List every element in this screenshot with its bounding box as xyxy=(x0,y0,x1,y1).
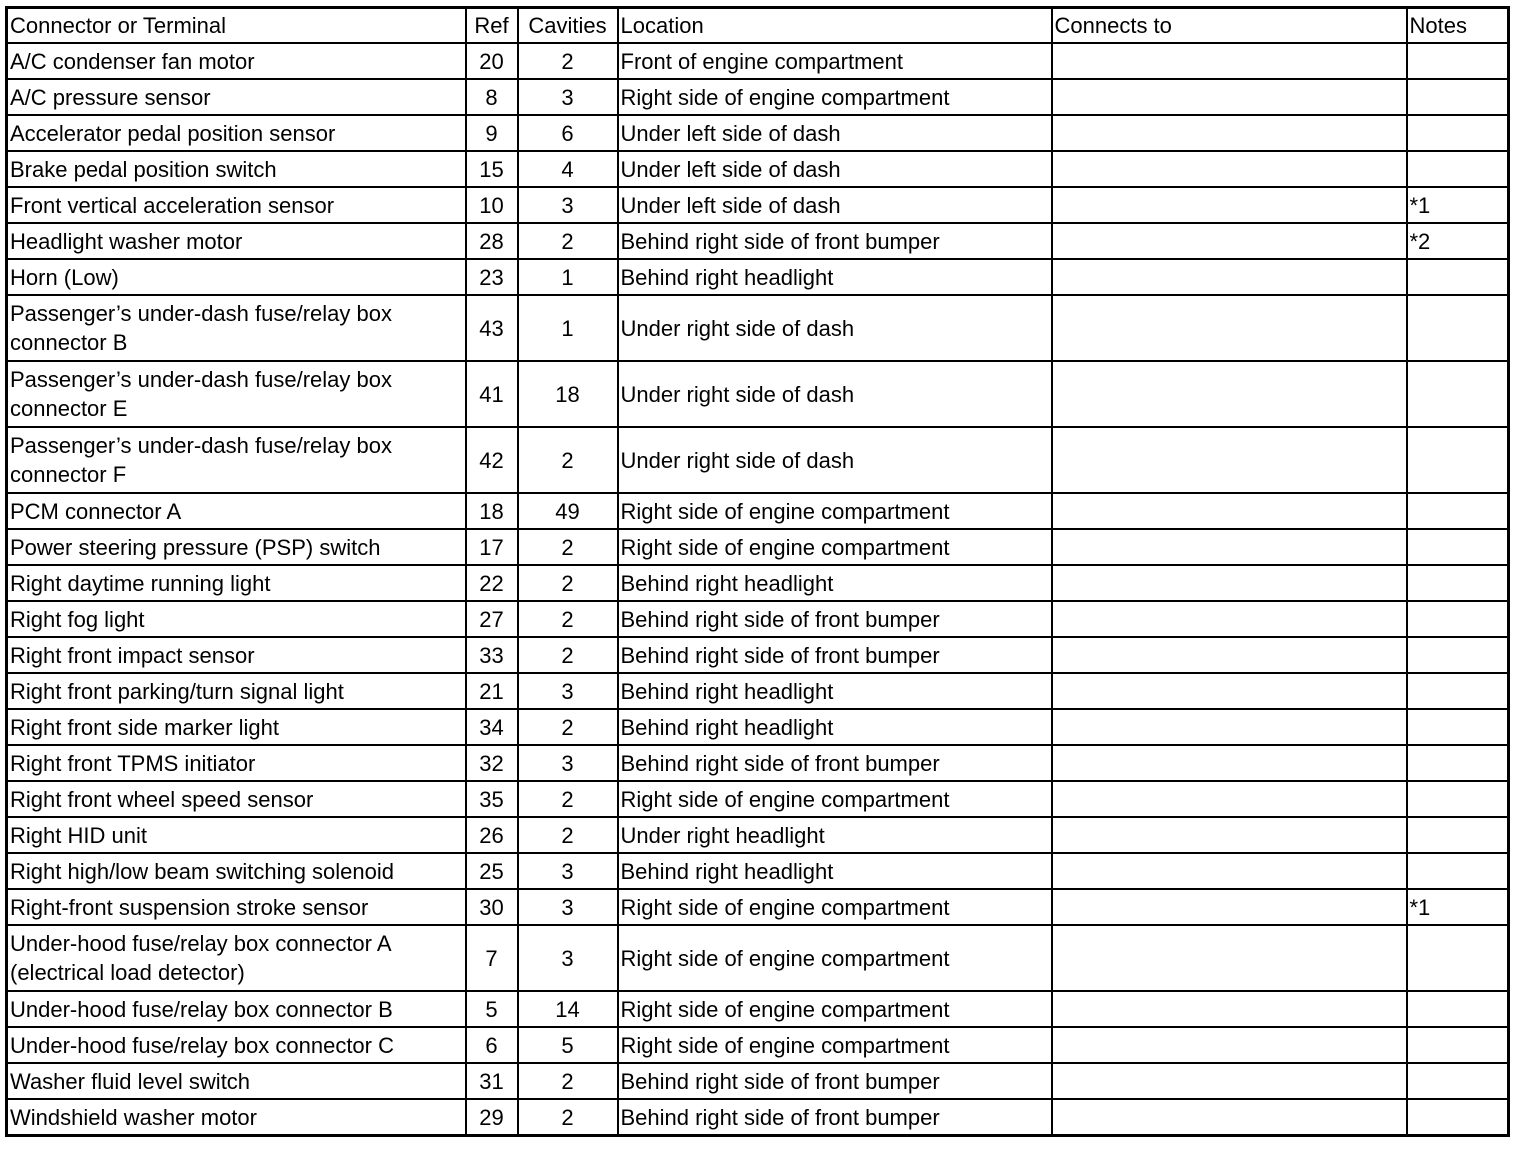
cell-location: Right side of engine compartment xyxy=(618,781,1052,817)
table-row xyxy=(7,79,1509,115)
table-row xyxy=(7,925,1509,991)
cell-connector: A/C condenser fan motor xyxy=(7,43,466,79)
cell-notes xyxy=(1407,745,1509,781)
cell-connects-to xyxy=(1052,1027,1407,1063)
cell-notes xyxy=(1407,781,1509,817)
cell-connector: Headlight washer motor xyxy=(7,223,466,259)
cell-ref: 27 xyxy=(466,601,518,637)
table-row xyxy=(7,1063,1509,1099)
cell-notes xyxy=(1407,259,1509,295)
cell-notes: *1 xyxy=(1407,889,1509,925)
cell-notes xyxy=(1407,601,1509,637)
cell-connects-to xyxy=(1052,1063,1407,1099)
cell-cavities: 2 xyxy=(518,43,618,79)
cell-connector: Right daytime running light xyxy=(7,565,466,601)
cell-location: Right side of engine compartment xyxy=(618,991,1052,1027)
cell-connector: Under-hood fuse/relay box connector B xyxy=(7,991,466,1027)
table-row xyxy=(7,115,1509,151)
cell-connector: Right high/low beam switching solenoid xyxy=(7,853,466,889)
cell-cavities: 2 xyxy=(518,427,618,493)
cell-connector: Under-hood fuse/relay box connector C xyxy=(7,1027,466,1063)
cell-location: Behind right headlight xyxy=(618,673,1052,709)
cell-cavities: 2 xyxy=(518,601,618,637)
cell-location: Under left side of dash xyxy=(618,187,1052,223)
cell-notes xyxy=(1407,361,1509,427)
cell-cavities: 14 xyxy=(518,991,618,1027)
cell-ref: 29 xyxy=(466,1099,518,1136)
cell-connects-to xyxy=(1052,853,1407,889)
cell-notes xyxy=(1407,1063,1509,1099)
cell-cavities: 5 xyxy=(518,1027,618,1063)
cell-cavities: 1 xyxy=(518,259,618,295)
table-row xyxy=(7,43,1509,79)
cell-ref: 42 xyxy=(466,427,518,493)
cell-connector: Right HID unit xyxy=(7,817,466,853)
cell-ref: 6 xyxy=(466,1027,518,1063)
cell-location: Behind right headlight xyxy=(618,709,1052,745)
cell-location: Behind right side of front bumper xyxy=(618,745,1052,781)
table-row xyxy=(7,673,1509,709)
cell-connector: Right front impact sensor xyxy=(7,637,466,673)
cell-cavities: 4 xyxy=(518,151,618,187)
cell-cavities: 49 xyxy=(518,493,618,529)
cell-connects-to xyxy=(1052,223,1407,259)
cell-notes xyxy=(1407,529,1509,565)
cell-ref: 22 xyxy=(466,565,518,601)
cell-cavities: 3 xyxy=(518,853,618,889)
cell-ref: 7 xyxy=(466,925,518,991)
cell-connects-to xyxy=(1052,637,1407,673)
cell-location: Behind right headlight xyxy=(618,565,1052,601)
cell-ref: 18 xyxy=(466,493,518,529)
cell-notes xyxy=(1407,853,1509,889)
cell-location: Behind right side of front bumper xyxy=(618,1099,1052,1136)
cell-notes: *1 xyxy=(1407,187,1509,223)
header-row xyxy=(7,8,1509,44)
cell-connects-to xyxy=(1052,187,1407,223)
table-row xyxy=(7,295,1509,361)
cell-ref: 9 xyxy=(466,115,518,151)
cell-notes xyxy=(1407,151,1509,187)
cell-connects-to xyxy=(1052,79,1407,115)
cell-connector: Windshield washer motor xyxy=(7,1099,466,1136)
cell-cavities: 2 xyxy=(518,529,618,565)
table-body xyxy=(7,43,1509,1136)
cell-cavities: 3 xyxy=(518,745,618,781)
cell-ref: 31 xyxy=(466,1063,518,1099)
header-notes: Notes xyxy=(1407,8,1509,44)
cell-cavities: 3 xyxy=(518,925,618,991)
cell-connects-to xyxy=(1052,991,1407,1027)
cell-location: Right side of engine compartment xyxy=(618,493,1052,529)
cell-location: Under left side of dash xyxy=(618,151,1052,187)
cell-ref: 8 xyxy=(466,79,518,115)
table-row xyxy=(7,493,1509,529)
cell-ref: 30 xyxy=(466,889,518,925)
header-location: Location xyxy=(618,8,1052,44)
connector-table xyxy=(5,6,1510,1137)
table-row xyxy=(7,817,1509,853)
cell-notes xyxy=(1407,1027,1509,1063)
cell-connects-to xyxy=(1052,745,1407,781)
cell-ref: 25 xyxy=(466,853,518,889)
cell-connector: Front vertical acceleration sensor xyxy=(7,187,466,223)
cell-connector: Right front wheel speed sensor xyxy=(7,781,466,817)
table-row xyxy=(7,991,1509,1027)
cell-connector: Right front side marker light xyxy=(7,709,466,745)
cell-connector: PCM connector A xyxy=(7,493,466,529)
table-row xyxy=(7,637,1509,673)
cell-location: Under right headlight xyxy=(618,817,1052,853)
cell-location: Behind right side of front bumper xyxy=(618,1063,1052,1099)
table-row xyxy=(7,781,1509,817)
cell-notes xyxy=(1407,817,1509,853)
cell-cavities: 3 xyxy=(518,889,618,925)
cell-connector: Under-hood fuse/relay box connector A (electrical load detector) xyxy=(7,925,466,991)
cell-connector: A/C pressure sensor xyxy=(7,79,466,115)
cell-cavities: 1 xyxy=(518,295,618,361)
cell-ref: 41 xyxy=(466,361,518,427)
cell-cavities: 2 xyxy=(518,1099,618,1136)
table-row xyxy=(7,151,1509,187)
cell-location: Under right side of dash xyxy=(618,295,1052,361)
cell-connects-to xyxy=(1052,295,1407,361)
table-row xyxy=(7,187,1509,223)
table-row xyxy=(7,1027,1509,1063)
cell-location: Behind right side of front bumper xyxy=(618,637,1052,673)
cell-connects-to xyxy=(1052,151,1407,187)
cell-notes xyxy=(1407,991,1509,1027)
table-row xyxy=(7,745,1509,781)
cell-cavities: 2 xyxy=(518,223,618,259)
table-row xyxy=(7,853,1509,889)
header-connector: Connector or Terminal xyxy=(7,8,466,44)
cell-ref: 20 xyxy=(466,43,518,79)
cell-ref: 32 xyxy=(466,745,518,781)
cell-connector: Brake pedal position switch xyxy=(7,151,466,187)
cell-ref: 10 xyxy=(466,187,518,223)
cell-ref: 5 xyxy=(466,991,518,1027)
cell-location: Under left side of dash xyxy=(618,115,1052,151)
cell-connector: Passenger’s under-dash fuse/relay box connector E xyxy=(7,361,466,427)
cell-location: Right side of engine compartment xyxy=(618,925,1052,991)
cell-notes xyxy=(1407,493,1509,529)
cell-cavities: 2 xyxy=(518,817,618,853)
cell-location: Behind right side of front bumper xyxy=(618,223,1052,259)
cell-notes xyxy=(1407,673,1509,709)
table-row xyxy=(7,709,1509,745)
cell-ref: 35 xyxy=(466,781,518,817)
table-row xyxy=(7,1099,1509,1136)
cell-location: Front of engine compartment xyxy=(618,43,1052,79)
cell-connector: Passenger’s under-dash fuse/relay box connector F xyxy=(7,427,466,493)
cell-location: Behind right headlight xyxy=(618,259,1052,295)
cell-notes xyxy=(1407,709,1509,745)
cell-ref: 34 xyxy=(466,709,518,745)
cell-connects-to xyxy=(1052,529,1407,565)
cell-connects-to xyxy=(1052,493,1407,529)
cell-cavities: 2 xyxy=(518,709,618,745)
cell-ref: 28 xyxy=(466,223,518,259)
cell-notes xyxy=(1407,43,1509,79)
cell-notes: *2 xyxy=(1407,223,1509,259)
cell-ref: 23 xyxy=(466,259,518,295)
cell-connects-to xyxy=(1052,781,1407,817)
cell-connects-to xyxy=(1052,43,1407,79)
cell-connects-to xyxy=(1052,361,1407,427)
table-row xyxy=(7,427,1509,493)
cell-connects-to xyxy=(1052,817,1407,853)
table-row xyxy=(7,601,1509,637)
cell-connects-to xyxy=(1052,673,1407,709)
cell-location: Under right side of dash xyxy=(618,427,1052,493)
cell-ref: 26 xyxy=(466,817,518,853)
cell-connector: Washer fluid level switch xyxy=(7,1063,466,1099)
cell-notes xyxy=(1407,79,1509,115)
header-cavities: Cavities xyxy=(518,8,618,44)
cell-cavities: 6 xyxy=(518,115,618,151)
table-row xyxy=(7,889,1509,925)
cell-connects-to xyxy=(1052,427,1407,493)
cell-notes xyxy=(1407,637,1509,673)
cell-ref: 21 xyxy=(466,673,518,709)
cell-notes xyxy=(1407,925,1509,991)
cell-location: Behind right headlight xyxy=(618,853,1052,889)
cell-connector: Right-front suspension stroke sensor xyxy=(7,889,466,925)
cell-cavities: 2 xyxy=(518,1063,618,1099)
cell-connector: Power steering pressure (PSP) switch xyxy=(7,529,466,565)
cell-connects-to xyxy=(1052,601,1407,637)
cell-connector: Right front TPMS initiator xyxy=(7,745,466,781)
cell-location: Under right side of dash xyxy=(618,361,1052,427)
cell-connects-to xyxy=(1052,115,1407,151)
table-row xyxy=(7,223,1509,259)
cell-notes xyxy=(1407,1099,1509,1136)
cell-cavities: 2 xyxy=(518,637,618,673)
cell-connects-to xyxy=(1052,925,1407,991)
cell-connector: Accelerator pedal position sensor xyxy=(7,115,466,151)
header-ref: Ref xyxy=(466,8,518,44)
cell-ref: 17 xyxy=(466,529,518,565)
table-row xyxy=(7,361,1509,427)
cell-cavities: 3 xyxy=(518,187,618,223)
cell-cavities: 2 xyxy=(518,565,618,601)
cell-ref: 33 xyxy=(466,637,518,673)
cell-notes xyxy=(1407,115,1509,151)
cell-location: Right side of engine compartment xyxy=(618,1027,1052,1063)
table-row xyxy=(7,565,1509,601)
cell-connects-to xyxy=(1052,259,1407,295)
cell-connector: Right front parking/turn signal light xyxy=(7,673,466,709)
cell-location: Right side of engine compartment xyxy=(618,79,1052,115)
cell-connector: Right fog light xyxy=(7,601,466,637)
cell-notes xyxy=(1407,565,1509,601)
cell-connects-to xyxy=(1052,565,1407,601)
cell-ref: 15 xyxy=(466,151,518,187)
cell-notes xyxy=(1407,427,1509,493)
cell-location: Behind right side of front bumper xyxy=(618,601,1052,637)
cell-connects-to xyxy=(1052,709,1407,745)
header-connects-to: Connects to xyxy=(1052,8,1407,44)
cell-connects-to xyxy=(1052,1099,1407,1136)
cell-cavities: 2 xyxy=(518,781,618,817)
cell-ref: 43 xyxy=(466,295,518,361)
cell-location: Right side of engine compartment xyxy=(618,529,1052,565)
table-row xyxy=(7,529,1509,565)
cell-connects-to xyxy=(1052,889,1407,925)
cell-cavities: 3 xyxy=(518,673,618,709)
cell-location: Right side of engine compartment xyxy=(618,889,1052,925)
cell-cavities: 3 xyxy=(518,79,618,115)
table-row xyxy=(7,259,1509,295)
cell-notes xyxy=(1407,295,1509,361)
cell-connector: Horn (Low) xyxy=(7,259,466,295)
cell-connector: Passenger’s under-dash fuse/relay box connector B xyxy=(7,295,466,361)
cell-cavities: 18 xyxy=(518,361,618,427)
